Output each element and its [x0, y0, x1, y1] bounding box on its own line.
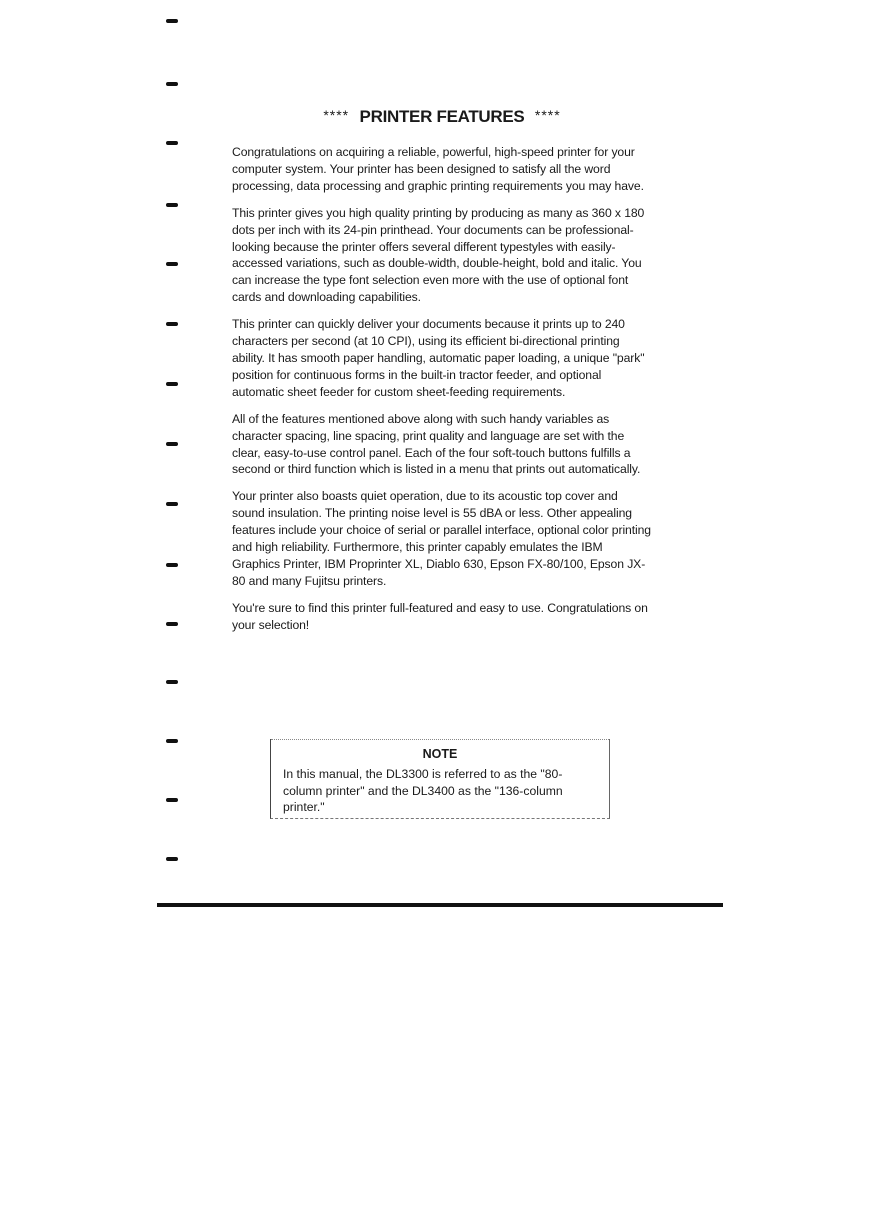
binder-mark	[166, 442, 178, 446]
binder-mark	[166, 622, 178, 626]
binder-hole-marks	[0, 0, 200, 900]
paragraph: This printer can quickly deliver your documents because it prints up to 240 characters per second (at 10 CPI), using its efficient bi-directional printing ability. It has smooth paper handling, automatic paper loading, a unique "park" position for continuous forms in the built-in tractor feeder, and optional automatic sheet feeder for custom sheet-feeding requirements.	[232, 317, 645, 399]
binder-mark	[166, 322, 178, 326]
title-stars-right: ****	[534, 107, 561, 123]
paragraph: You're sure to find this printer full-featured and easy to use. Congratulations on your selection!	[232, 600, 648, 632]
binder-mark	[166, 19, 178, 23]
binder-mark	[166, 382, 178, 386]
binder-mark	[166, 502, 178, 506]
binder-mark	[166, 563, 178, 567]
binder-mark	[166, 798, 178, 802]
binder-mark	[166, 82, 178, 86]
title-stars-left: ****	[323, 107, 350, 123]
binder-mark	[166, 141, 178, 145]
note-title: NOTE	[422, 747, 458, 761]
binder-mark	[166, 739, 178, 743]
paragraph: All of the features mentioned above along with such handy variables as character spacing, line spacing, print quality and language are set with the clear, easy-to-use control panel. Each of the four soft-touch buttons fulfills a second or third function which is listed in a menu that prints out automatically.	[232, 411, 641, 477]
paragraph: Your printer also boasts quiet operation, due to its acoustic top cover and sound insulation. The printing noise level is 55 dBA or less. Other appealing features include your choice of serial or parallel interface, optional color printing and high reliability. Furthermore, this printer capably emulates the IBM Graphics Printer, IBM Proprinter XL, Diablo 630, Epson FX-80/100, Epson JX-80 and many Fujitsu printers.	[232, 489, 651, 588]
note-box	[270, 739, 610, 819]
binder-mark	[166, 203, 178, 207]
paragraph: Congratulations on acquiring a reliable, powerful, high-speed printer for your computer system. Your printer has been designed to satisfy all the word processing, data processing and graphic printing requirements you may have.	[232, 145, 644, 193]
binder-mark	[166, 262, 178, 266]
title-text: PRINTER FEATURES	[359, 107, 525, 126]
paragraph: This printer gives you high quality printing by producing as many as 360 x 180 dots per inch with its 24-pin printhead. Your documents can be professional-looking because the printer offers several different typestyles with easily-accessed variations, such as double-width, double-height, bold and italic. You can increase the type font selection even more with the use of optional font cards and downloading capabilities.	[232, 205, 645, 305]
note-text: In this manual, the DL3300 is referred to as the "80-column printer" and the DL3400 as the "136-column printer."	[283, 767, 563, 814]
body-text	[232, 144, 652, 644]
binder-mark	[166, 680, 178, 684]
page-title	[232, 107, 652, 127]
note-box-top-border	[271, 739, 609, 740]
page-bottom-rule	[157, 903, 723, 907]
binder-mark	[166, 857, 178, 861]
